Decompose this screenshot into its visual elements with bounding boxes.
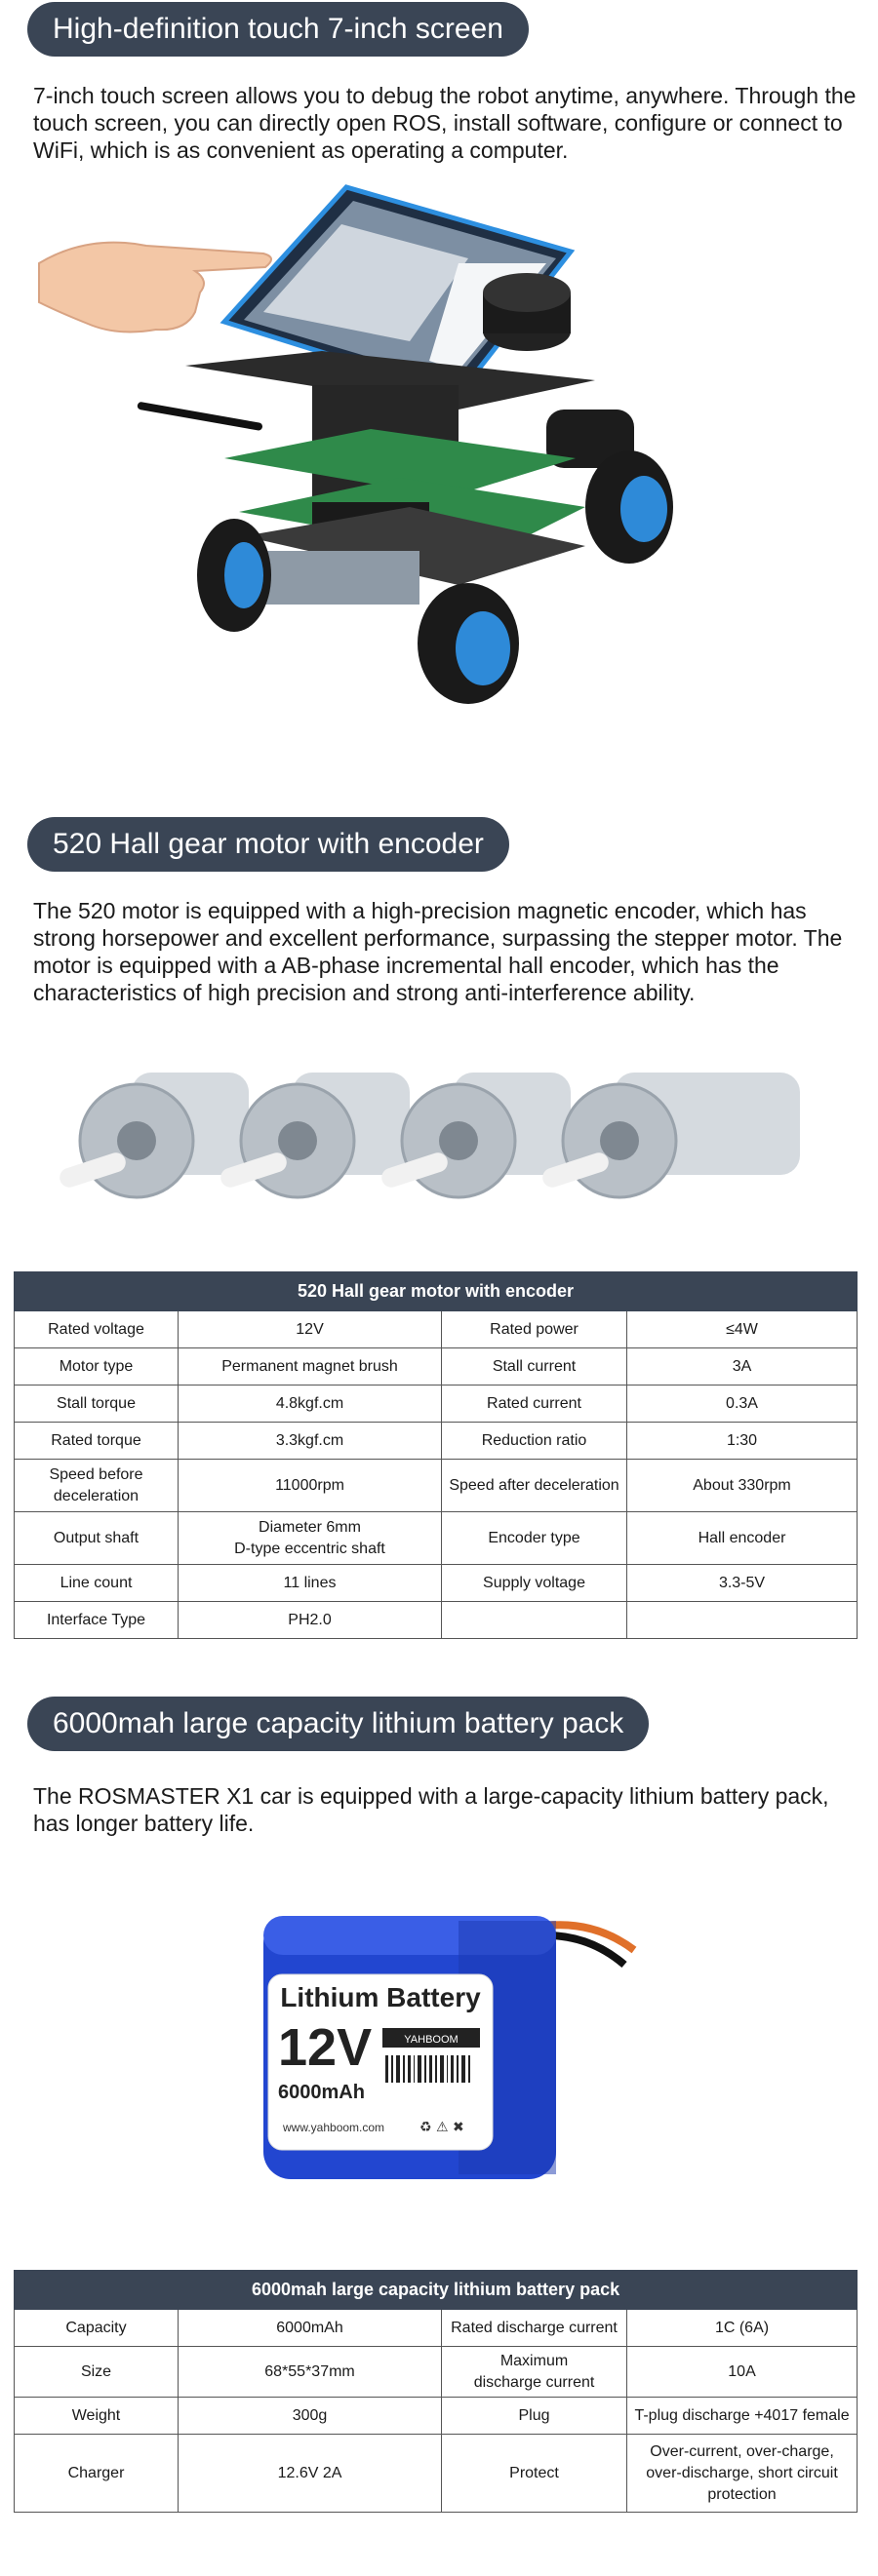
table-cell: 300g (179, 2398, 442, 2435)
table-cell: Rated current (442, 1386, 627, 1423)
section-title-battery-pack: 6000mah large capacity lithium battery pack (27, 1697, 649, 1751)
gear-motor-4 (540, 1073, 800, 1197)
battery-spec-table (14, 2270, 858, 2513)
battery-label-heading: Lithium Battery (280, 1982, 481, 2012)
table-cell: Supply voltage (442, 1565, 627, 1602)
gear-motor-description: The 520 motor is equipped with a high-precision magnetic encoder, which has strong horsepower and excellent performance, surpassing the stepper motor. The motor is equipped with a AB-phase incremental hall encoder, which has the characteristics of high precision and strong anti-interference ability. (33, 898, 843, 1005)
gear-motors-illustration (0, 1043, 878, 1238)
table-cell: 11000rpm (179, 1460, 442, 1512)
wheel-front-left (197, 519, 271, 632)
wheel-rear-right (585, 450, 673, 564)
table-cell: 3.3-5V (627, 1565, 858, 1602)
table-cell: Rated torque (15, 1423, 179, 1460)
table-cell: 1C (6A) (627, 2310, 858, 2347)
robot-car-illustration (0, 166, 878, 770)
motor-table-header: 520 Hall gear motor with encoder (15, 1272, 858, 1311)
wheel-front-right (418, 583, 519, 704)
table-cell: 1:30 (627, 1423, 858, 1460)
table-cell: 3.3kgf.cm (179, 1423, 442, 1460)
section-title-gear-motor: 520 Hall gear motor with encoder (27, 817, 509, 872)
table-cell: Plug (442, 2398, 627, 2435)
table-cell: Diameter 6mm D-type eccentric shaft (179, 1512, 442, 1565)
table-cell: About 330rpm (627, 1460, 858, 1512)
table-cell: Stall torque (15, 1386, 179, 1423)
table-cell: ≤4W (627, 1311, 858, 1348)
battery-label-website: www.yahboom.com (283, 2121, 385, 2134)
table-cell: Line count (15, 1565, 179, 1602)
table-cell: Weight (15, 2398, 179, 2435)
battery-table-header: 6000mah large capacity lithium battery pack (15, 2271, 858, 2310)
touch-screen-description: 7-inch touch screen allows you to debug the robot anytime, anywhere. Through the touch screen, you can directly open ROS, install software, configure or connect to WiFi, which is as convenient as operating a computer. (33, 83, 857, 163)
table-cell: 4.8kgf.cm (179, 1386, 442, 1423)
section-title-touch-screen: High-definition touch 7-inch screen (27, 2, 529, 57)
table-cell (442, 1602, 627, 1639)
table-cell (627, 1602, 858, 1639)
battery-label-brand: YAHBOOM (404, 2034, 459, 2046)
table-cell: 10A (627, 2347, 858, 2398)
table-cell: Over-current, over-charge, over-discharge, short circuit protection (627, 2435, 858, 2513)
table-cell: Encoder type (442, 1512, 627, 1565)
table-cell: Size (15, 2347, 179, 2398)
table-cell: 6000mAh (179, 2310, 442, 2347)
battery-pack-description: The ROSMASTER X1 car is equipped with a large-capacity lithium battery pack, has longer battery life. (33, 1783, 829, 1836)
table-cell: Stall current (442, 1348, 627, 1386)
table-cell: 68*55*37mm (179, 2347, 442, 2398)
table-cell: T-plug discharge +4017 female (627, 2398, 858, 2435)
table-cell: Rated voltage (15, 1311, 179, 1348)
table-cell: Output shaft (15, 1512, 179, 1565)
table-cell: Permanent magnet brush (179, 1348, 442, 1386)
table-cell: Capacity (15, 2310, 179, 2347)
motor-spec-table (14, 1271, 858, 1639)
table-cell: Speed before deceleration (15, 1460, 179, 1512)
table-cell: Reduction ratio (442, 1423, 627, 1460)
table-cell: Protect (442, 2435, 627, 2513)
table-cell: 11 lines (179, 1565, 442, 1602)
recycle-warning-icons: ♻ ⚠ ✖ (419, 2120, 464, 2135)
battery-label-voltage: 12V (278, 2018, 373, 2077)
gear-motor-1 (58, 1073, 249, 1197)
table-cell: Maximum discharge current (442, 2347, 627, 2398)
table-cell: 12V (179, 1311, 442, 1348)
table-cell: PH2.0 (179, 1602, 442, 1639)
table-cell: Rated discharge current (442, 2310, 627, 2347)
table-cell: Charger (15, 2435, 179, 2513)
table-cell: Hall encoder (627, 1512, 858, 1565)
battery-pack-illustration (0, 1882, 878, 2252)
battery-label-capacity: 6000mAh (278, 2082, 365, 2103)
table-cell: 3A (627, 1348, 858, 1386)
table-cell: Interface Type (15, 1602, 179, 1639)
table-cell: 0.3A (627, 1386, 858, 1423)
table-cell: 12.6V 2A (179, 2435, 442, 2513)
table-cell: Motor type (15, 1348, 179, 1386)
table-cell: Speed after deceleration (442, 1460, 627, 1512)
table-cell: Rated power (442, 1311, 627, 1348)
